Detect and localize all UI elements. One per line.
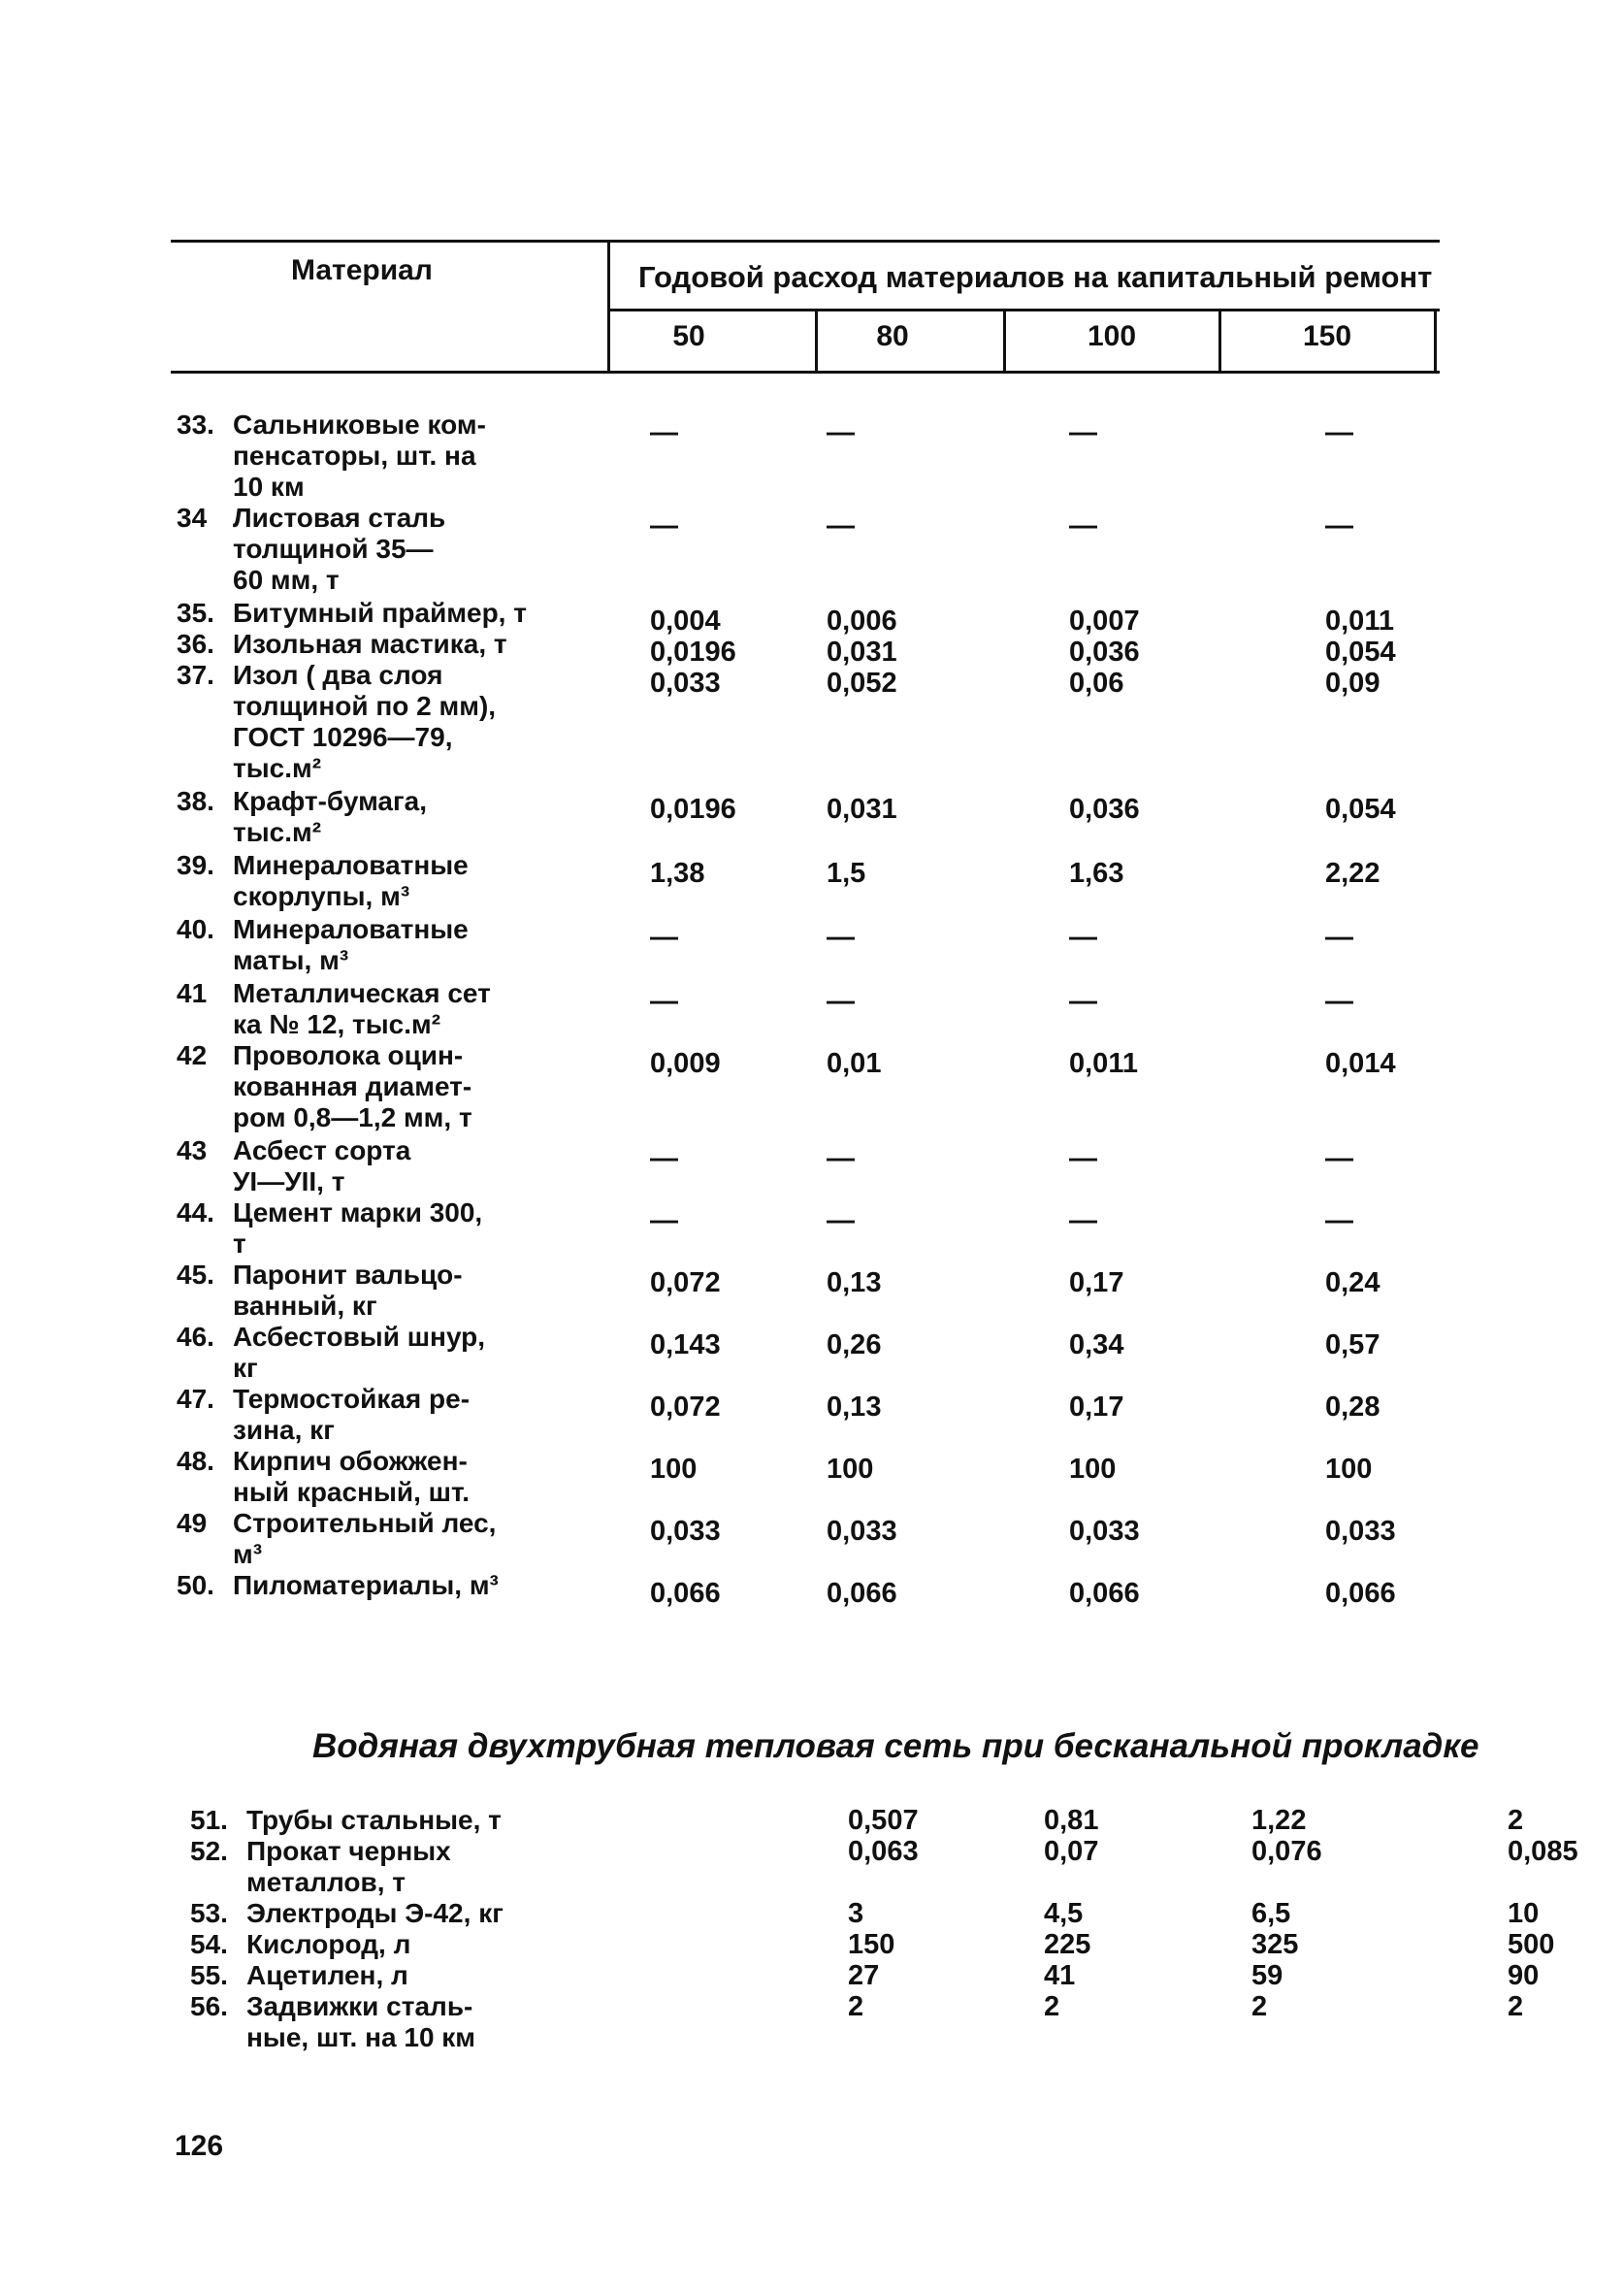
row-number: 48. — [177, 1446, 214, 1476]
value-150: 100 — [1325, 1454, 1373, 1485]
material-table — [177, 409, 1438, 1632]
value-100: 0,17 — [1069, 1392, 1124, 1423]
value-80: 0,031 — [827, 637, 897, 668]
subheader-divider-3 — [1218, 311, 1221, 373]
table-row — [190, 1805, 1524, 1836]
value-80: 2 — [1044, 1991, 1060, 2022]
value-150: 0,24 — [1325, 1267, 1380, 1298]
value-150: 0,011 — [1325, 606, 1394, 637]
row-number: 50. — [177, 1570, 214, 1600]
row-number: 42 — [177, 1040, 208, 1070]
header-vertical-divider — [607, 240, 610, 374]
value-150: 10 — [1508, 1898, 1540, 1929]
row-number: 51. — [190, 1805, 228, 1835]
material-name: Паронит вальцо- ванный, кг — [233, 1260, 463, 1321]
row-number: 43 — [177, 1135, 208, 1165]
subheader-divider-1 — [815, 311, 818, 373]
subheader-divider-2 — [1003, 311, 1006, 373]
value-50: 0,143 — [650, 1329, 721, 1360]
header-annual-consumption: Годовой расход материалов на капитальный ремонт — [638, 260, 1433, 294]
table-row — [177, 1508, 1438, 1570]
row-number: 33. — [177, 409, 214, 440]
table-row — [177, 598, 1438, 637]
section-title: Водяная двухтрубная тепловая сеть при бесканальной прокладке — [312, 1727, 1479, 1765]
table-row — [177, 850, 1438, 914]
row-number: 46. — [177, 1322, 214, 1352]
table-row — [177, 503, 1438, 598]
table-row — [190, 1929, 1555, 1960]
value-150: 0,054 — [1325, 794, 1396, 825]
table-row — [177, 660, 1438, 786]
value-100: 0,036 — [1069, 794, 1140, 825]
value-50: 0,072 — [650, 1392, 721, 1423]
material-name: Цемент марки 300, т — [233, 1197, 483, 1259]
value-80: 0,13 — [827, 1267, 882, 1298]
row-number: 56. — [190, 1991, 228, 2021]
value-150: — — [1325, 510, 1353, 541]
row-number: 53. — [190, 1898, 228, 1928]
value-150: 500 — [1508, 1929, 1555, 1960]
value-150: 0,085 — [1508, 1836, 1578, 1867]
value-100: — — [1069, 1205, 1097, 1236]
row-number: 47. — [177, 1384, 214, 1414]
subheader-top-rule — [610, 309, 1440, 311]
value-100: 2 — [1251, 1991, 1268, 2022]
row-number: 35. — [177, 598, 214, 628]
value-100: 0,34 — [1069, 1329, 1124, 1360]
material-name: Асбест сорта УI—УII, т — [233, 1135, 411, 1196]
value-100: 0,033 — [1069, 1516, 1140, 1547]
value-80: 4,5 — [1044, 1898, 1084, 1929]
value-80: 0,006 — [827, 606, 897, 637]
table-row — [190, 1960, 1540, 1991]
value-80: 1,5 — [827, 858, 866, 889]
value-100: 0,011 — [1069, 1048, 1138, 1079]
row-number: 40. — [177, 914, 214, 944]
row-number: 49 — [177, 1508, 208, 1538]
value-80: 41 — [1044, 1960, 1076, 1991]
value-100: — — [1069, 1143, 1097, 1174]
row-number: 37. — [177, 660, 214, 690]
material-name: Асбестовый шнур, кг — [233, 1322, 486, 1383]
value-100: 1,22 — [1251, 1805, 1307, 1836]
table-row — [177, 629, 1438, 668]
value-150: — — [1325, 986, 1353, 1017]
header-col-50: 50 — [672, 320, 705, 352]
top-rule — [171, 240, 1440, 243]
value-150: 0,033 — [1325, 1516, 1396, 1547]
table-row — [177, 914, 1438, 978]
value-100: 325 — [1251, 1929, 1299, 1960]
row-number: 45. — [177, 1260, 214, 1290]
table-row — [177, 1446, 1438, 1508]
row-number: 39. — [177, 850, 214, 880]
value-50: 150 — [848, 1929, 895, 1960]
value-50: 0,033 — [650, 668, 721, 699]
value-100: — — [1069, 510, 1097, 541]
value-150: — — [1325, 1205, 1353, 1236]
value-80: 0,031 — [827, 794, 897, 825]
value-100: 0,066 — [1069, 1578, 1140, 1609]
value-100: — — [1069, 417, 1097, 448]
row-number: 55. — [190, 1960, 228, 1990]
table-row — [177, 1260, 1438, 1322]
value-50: — — [650, 417, 678, 448]
value-80: 0,01 — [827, 1048, 882, 1079]
value-50: 0,507 — [848, 1805, 919, 1836]
value-100: 6,5 — [1251, 1898, 1291, 1929]
table-row — [177, 1570, 1438, 1632]
material-name: Минераловатные скорлупы, м³ — [233, 850, 469, 911]
value-50: 0,009 — [650, 1048, 721, 1079]
material-name: Трубы стальные, т — [246, 1805, 502, 1835]
value-50: 0,0196 — [650, 794, 736, 825]
value-80: 0,26 — [827, 1329, 882, 1360]
value-50: 3 — [848, 1898, 864, 1929]
material-name: Строительный лес, м³ — [233, 1508, 497, 1569]
table-row — [177, 786, 1438, 850]
value-50: — — [650, 922, 678, 953]
value-150: — — [1325, 1143, 1353, 1174]
material-name: Изольная мастика, т — [233, 629, 507, 659]
row-number: 38. — [177, 786, 214, 816]
table-row — [190, 1898, 1540, 1929]
value-80: 100 — [827, 1454, 874, 1485]
value-100: 0,06 — [1069, 668, 1124, 699]
value-80: 0,033 — [827, 1516, 897, 1547]
table-row — [177, 1135, 1438, 1197]
value-150: 2 — [1508, 1991, 1524, 2022]
header-material: Материал — [291, 254, 433, 286]
material-name: Крафт-бумага, тыс.м² — [233, 786, 427, 847]
value-100: 59 — [1251, 1960, 1283, 1991]
value-80: — — [827, 417, 855, 448]
material-name: Металлическая сет ка № 12, тыс.м² — [233, 978, 491, 1039]
value-150: 0,014 — [1325, 1048, 1396, 1079]
material-name: Задвижки сталь- ные, шт. на 10 км — [246, 1991, 476, 2052]
value-150: 0,09 — [1325, 668, 1380, 699]
material-name: Ацетилен, л — [246, 1960, 408, 1990]
header-col-150: 150 — [1302, 320, 1352, 352]
material-name: Кислород, л — [246, 1929, 411, 1959]
value-100: 1,63 — [1069, 858, 1124, 889]
value-150: 0,57 — [1325, 1329, 1380, 1360]
value-150: 2 — [1508, 1805, 1524, 1836]
material-name: Прокат черных металлов, т — [246, 1836, 451, 1897]
value-150: — — [1325, 922, 1353, 953]
value-80: 0,13 — [827, 1392, 882, 1423]
material-name: Термостойкая ре- зина, кг — [233, 1384, 471, 1445]
value-100: 0,007 — [1069, 606, 1140, 637]
row-number: 41 — [177, 978, 208, 1008]
value-80: 0,81 — [1044, 1805, 1099, 1836]
material-name: Изол ( два слоя толщиной по 2 мм), ГОСТ 10296—79, тыс.м² — [233, 660, 497, 783]
material-name: Листовая сталь толщиной 35— 60 мм, т — [233, 503, 446, 595]
page-number: 126 — [175, 2130, 224, 2162]
value-50: — — [650, 510, 678, 541]
table-row — [177, 1040, 1438, 1135]
value-80: 0,07 — [1044, 1836, 1099, 1867]
row-number: 44. — [177, 1197, 214, 1228]
material-name: Кирпич обожжен- ный красный, шт. — [233, 1446, 471, 1507]
value-80: — — [827, 986, 855, 1017]
value-150: — — [1325, 417, 1353, 448]
material-name: Минераловатные маты, м³ — [233, 914, 469, 975]
table-row — [190, 1991, 1524, 2053]
value-80: 225 — [1044, 1929, 1091, 1960]
row-number: 54. — [190, 1929, 228, 1959]
value-150: 0,054 — [1325, 637, 1396, 668]
value-50: 0,072 — [650, 1267, 721, 1298]
value-50: 0,063 — [848, 1836, 919, 1867]
table-row — [177, 1322, 1438, 1384]
value-80: — — [827, 1205, 855, 1236]
header-col-100: 100 — [1087, 320, 1137, 352]
value-150: 90 — [1508, 1960, 1540, 1991]
value-50: 0,033 — [650, 1516, 721, 1547]
value-100: 0,17 — [1069, 1267, 1124, 1298]
value-50: 0,0196 — [650, 637, 736, 668]
value-50: — — [650, 986, 678, 1017]
value-50: 27 — [848, 1960, 880, 1991]
value-150: 2,22 — [1325, 858, 1380, 889]
row-number: 34 — [177, 503, 208, 533]
table-row — [177, 978, 1438, 1040]
row-number: 36. — [177, 629, 214, 659]
material-name: Электроды Э-42, кг — [246, 1898, 503, 1928]
subheader-right-edge — [1434, 311, 1437, 373]
row-number: 52. — [190, 1836, 228, 1866]
header-bottom-rule — [171, 371, 1440, 374]
table-row — [190, 1836, 1578, 1898]
value-80: 0,052 — [827, 668, 897, 699]
table-row — [177, 1384, 1438, 1446]
material-name: Сальниковые ком- пенсаторы, шт. на 10 км — [233, 409, 486, 502]
value-100: 0,076 — [1251, 1836, 1322, 1867]
value-150: 0,066 — [1325, 1578, 1396, 1609]
value-80: — — [827, 1143, 855, 1174]
value-100: — — [1069, 986, 1097, 1017]
value-50: 0,066 — [650, 1578, 721, 1609]
material-name: Пиломатериалы, м³ — [233, 1570, 499, 1600]
value-50: — — [650, 1205, 678, 1236]
value-80: 0,066 — [827, 1578, 897, 1609]
table-row — [177, 1197, 1438, 1260]
material-name: Проволока оцин- кованная диамет- ром 0,8—1,2 мм, т — [233, 1040, 472, 1132]
value-80: — — [827, 922, 855, 953]
value-150: 0,28 — [1325, 1392, 1380, 1423]
table-row — [177, 409, 1438, 503]
value-50: 2 — [848, 1991, 864, 2022]
value-80: — — [827, 510, 855, 541]
value-50: 100 — [650, 1454, 698, 1485]
material-name: Битумный праймер, т — [233, 598, 527, 628]
value-100: 0,036 — [1069, 637, 1140, 668]
value-50: 0,004 — [650, 606, 721, 637]
value-50: — — [650, 1143, 678, 1174]
header-col-80: 80 — [876, 320, 909, 352]
pipe-network-table — [190, 1805, 1578, 2053]
value-100: — — [1069, 922, 1097, 953]
value-100: 100 — [1069, 1454, 1117, 1485]
value-50: 1,38 — [650, 858, 705, 889]
